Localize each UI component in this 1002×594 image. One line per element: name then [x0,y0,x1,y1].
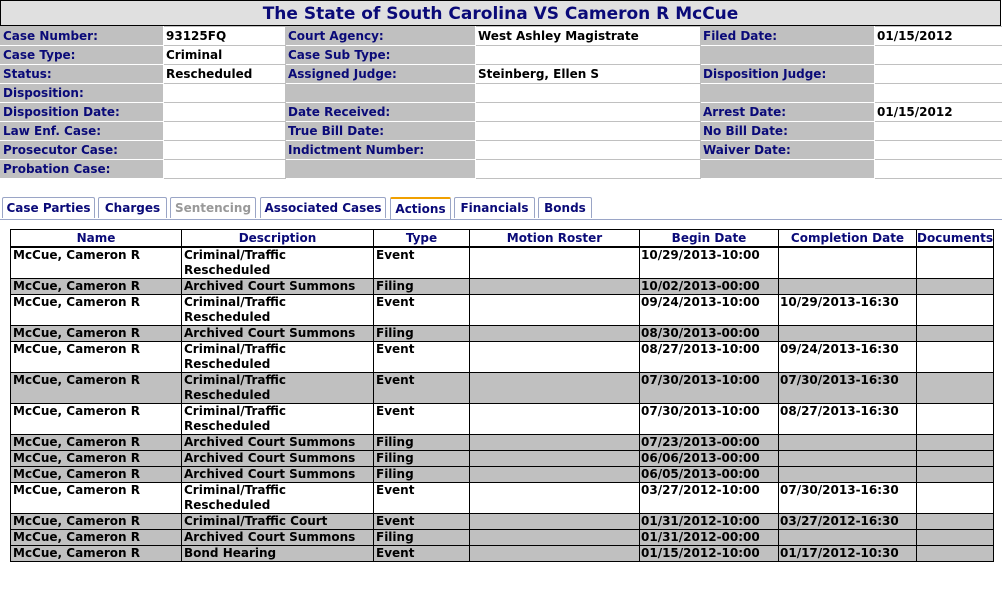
table-row[interactable] [11,435,994,451]
field-label: Court Agency: [286,27,476,46]
column-header-type[interactable]: Type [374,230,470,248]
case-info-row [1,141,1002,160]
cell-name: McCue, Cameron R [11,342,182,373]
field-value: 93125FQ [164,27,286,46]
column-header-completion-date[interactable]: Completion Date [779,230,917,248]
column-header-name[interactable]: Name [11,230,182,248]
cell-motion-roster [470,435,640,451]
cell-begin-date: 08/30/2013-00:00 [640,326,779,342]
cell-motion-roster [470,247,640,279]
case-info-row [1,27,1002,46]
cell-type: Filing [374,326,470,342]
cell-motion-roster [470,467,640,483]
cell-name: McCue, Cameron R [11,435,182,451]
cell-documents [917,342,994,373]
column-header-description[interactable]: Description [182,230,374,248]
cell-completion-date [779,247,917,279]
cell-description: Archived Court Summons [182,530,374,546]
cell-begin-date: 09/24/2013-10:00 [640,295,779,326]
cell-description: Criminal/Traffic Rescheduled [182,373,374,404]
table-row[interactable] [11,342,994,373]
column-header-documents[interactable]: Documents [917,231,993,245]
field-value [476,103,701,122]
table-row[interactable] [11,530,994,546]
field-value [875,46,1002,65]
cell-begin-date: 07/30/2013-10:00 [640,404,779,435]
tab-bar [0,197,1002,220]
cell-description: Criminal/Traffic Rescheduled [182,342,374,373]
table-row[interactable] [11,546,994,562]
cell-documents [917,295,994,326]
field-label: Date Received: [286,103,476,122]
case-info-row [1,103,1002,122]
cell-begin-date: 10/29/2013-10:00 [640,247,779,279]
cell-completion-date: 10/29/2013-16:30 [779,295,917,326]
actions-table [10,229,994,562]
tab-actions[interactable]: Actions [390,197,451,219]
field-label: Prosecutor Case: [1,141,164,160]
cell-completion-date: 07/30/2013-16:30 [779,483,917,514]
cell-name: McCue, Cameron R [11,404,182,435]
table-row[interactable] [11,514,994,530]
cell-name: McCue, Cameron R [11,483,182,514]
cell-motion-roster [470,546,640,562]
cell-motion-roster [470,404,640,435]
field-label: Disposition Date: [1,103,164,122]
cell-documents [917,467,994,483]
cell-description: Archived Court Summons [182,279,374,295]
field-value [476,160,701,179]
table-row[interactable] [11,451,994,467]
cell-documents [917,483,994,514]
field-label: Waiver Date: [701,141,875,160]
column-header-begin-date[interactable]: Begin Date [640,230,779,248]
cell-type: Event [374,373,470,404]
cell-completion-date [779,530,917,546]
field-value: Criminal [164,46,286,65]
cell-type: Filing [374,279,470,295]
cell-documents [917,530,994,546]
cell-begin-date: 06/05/2013-00:00 [640,467,779,483]
cell-type: Filing [374,451,470,467]
field-value: Rescheduled [164,65,286,84]
table-row[interactable] [11,295,994,326]
cell-begin-date: 01/31/2012-00:00 [640,530,779,546]
tab-bonds[interactable]: Bonds [538,197,592,218]
field-value [164,141,286,160]
cell-description: Archived Court Summons [182,326,374,342]
cell-motion-roster [470,295,640,326]
field-value [164,122,286,141]
cell-name: McCue, Cameron R [11,279,182,295]
cell-name: McCue, Cameron R [11,247,182,279]
field-value: Steinberg, Ellen S [476,65,701,84]
cell-begin-date: 07/23/2013-00:00 [640,435,779,451]
cell-completion-date: 09/24/2013-16:30 [779,342,917,373]
cell-documents [917,373,994,404]
cell-description: Criminal/Traffic Rescheduled [182,483,374,514]
field-value [875,160,1002,179]
field-value [164,160,286,179]
cell-type: Event [374,342,470,373]
field-label: Filed Date: [701,27,875,46]
cell-type: Event [374,295,470,326]
case-info-table [0,26,1002,179]
case-info-row [1,122,1002,141]
cell-completion-date [779,279,917,295]
table-row[interactable] [11,373,994,404]
cell-type: Filing [374,530,470,546]
case-info-row [1,46,1002,65]
cell-completion-date [779,451,917,467]
field-value [875,65,1002,84]
field-label: True Bill Date: [286,122,476,141]
cell-documents [917,514,994,530]
table-row[interactable] [11,279,994,295]
cell-completion-date [779,435,917,451]
field-label: Probation Case: [1,160,164,179]
table-header-row [11,230,994,248]
cell-type: Filing [374,467,470,483]
tab-associated-cases[interactable]: Associated Cases [260,197,386,218]
cell-documents [917,435,994,451]
cell-name: McCue, Cameron R [11,467,182,483]
cell-completion-date: 07/30/2013-16:30 [779,373,917,404]
field-value [164,84,286,103]
cell-motion-roster [470,530,640,546]
cell-description: Archived Court Summons [182,467,374,483]
cell-name: McCue, Cameron R [11,514,182,530]
cell-documents [917,546,994,562]
cell-motion-roster [470,451,640,467]
field-label: Disposition: [1,84,164,103]
cell-motion-roster [470,342,640,373]
cell-begin-date: 06/06/2013-00:00 [640,451,779,467]
cell-begin-date: 08/27/2013-10:00 [640,342,779,373]
cell-type: Filing [374,435,470,451]
cell-begin-date: 01/31/2012-10:00 [640,514,779,530]
cell-completion-date [779,326,917,342]
cell-begin-date: 01/15/2012-10:00 [640,546,779,562]
cell-name: McCue, Cameron R [11,451,182,467]
tab-financials[interactable]: Financials [454,197,535,218]
field-value [476,141,701,160]
cell-begin-date: 07/30/2013-10:00 [640,373,779,404]
cell-completion-date: 08/27/2013-16:30 [779,404,917,435]
cell-type: Event [374,546,470,562]
field-value [476,84,701,103]
field-label: No Bill Date: [701,122,875,141]
case-info-row [1,65,1002,84]
field-label: Assigned Judge: [286,65,476,84]
field-value [476,122,701,141]
table-row[interactable] [11,247,994,279]
table-row[interactable] [11,467,994,483]
cell-description: Criminal/Traffic Rescheduled [182,247,374,279]
field-label: Indictment Number: [286,141,476,160]
field-label [701,84,875,103]
table-row[interactable] [11,326,994,342]
cell-documents [917,279,994,295]
cell-description: Criminal/Traffic Rescheduled [182,295,374,326]
field-value [875,84,1002,103]
tab-case-parties[interactable]: Case Parties [2,197,95,218]
field-label: Case Number: [1,27,164,46]
cell-name: McCue, Cameron R [11,326,182,342]
field-label [286,160,476,179]
cell-name: McCue, Cameron R [11,295,182,326]
field-value: 01/15/2012 [875,27,1002,46]
case-info-row [1,84,1002,103]
tab-charges[interactable]: Charges [98,197,167,218]
field-label: Case Type: [1,46,164,65]
cell-documents [917,404,994,435]
field-value [476,46,701,65]
field-label: Disposition Judge: [701,65,875,84]
field-label [286,84,476,103]
cell-type: Event [374,247,470,279]
table-row[interactable] [11,483,994,514]
cell-description: Archived Court Summons [182,451,374,467]
cell-documents [917,451,994,467]
field-value: 01/15/2012 [875,103,1002,122]
cell-type: Event [374,404,470,435]
field-label: Arrest Date: [701,103,875,122]
field-label [701,46,875,65]
cell-name: McCue, Cameron R [11,530,182,546]
cell-name: McCue, Cameron R [11,546,182,562]
cell-description: Bond Hearing [182,546,374,562]
cell-name: McCue, Cameron R [11,373,182,404]
cell-motion-roster [470,326,640,342]
case-info-row [1,160,1002,179]
cell-documents [917,247,994,279]
column-header-motion-roster[interactable]: Motion Roster [470,230,640,248]
field-value [875,141,1002,160]
cell-begin-date: 03/27/2012-10:00 [640,483,779,514]
field-value: West Ashley Magistrate [476,27,701,46]
cell-description: Criminal/Traffic Court [182,514,374,530]
cell-begin-date: 10/02/2013-00:00 [640,279,779,295]
cell-type: Event [374,514,470,530]
cell-motion-roster [470,373,640,404]
page-title: The State of South Carolina VS Cameron R McCue [0,0,1001,26]
cell-completion-date: 03/27/2012-16:30 [779,514,917,530]
table-row[interactable] [11,404,994,435]
cell-completion-date: 01/17/2012-10:30 [779,546,917,562]
field-label [701,160,875,179]
cell-description: Criminal/Traffic Rescheduled [182,404,374,435]
cell-description: Archived Court Summons [182,435,374,451]
field-label: Status: [1,65,164,84]
cell-motion-roster [470,483,640,514]
field-label: Law Enf. Case: [1,122,164,141]
field-value [875,122,1002,141]
cell-type: Event [374,483,470,514]
cell-completion-date [779,467,917,483]
field-value [164,103,286,122]
cell-documents [917,326,994,342]
tab-sentencing: Sentencing [170,197,256,218]
cell-motion-roster [470,514,640,530]
field-label: Case Sub Type: [286,46,476,65]
cell-motion-roster [470,279,640,295]
